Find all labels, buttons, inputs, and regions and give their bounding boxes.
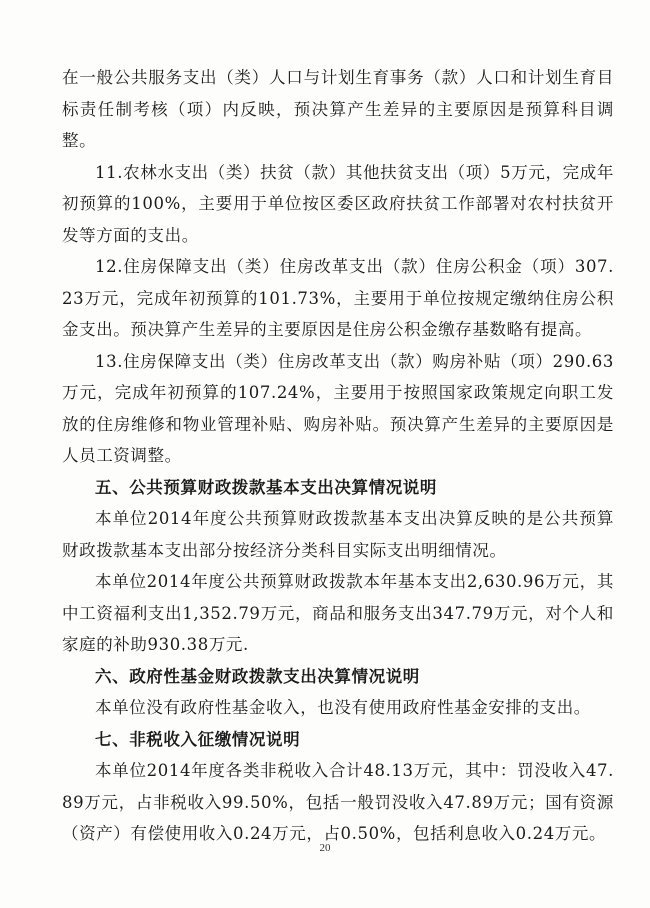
paragraph-government-fund: 本单位没有政府性基金收入，也没有使用政府性基金安排的支出。	[95, 698, 591, 717]
section-heading-5: 五、公共预算财政拨款基本支出决算情况说明	[95, 477, 437, 497]
paragraph-item-12: 12.住房保障支出（类）住房改革支出（款）住房公积金（项）307.23万元，完成年初预算的101.73%，主要用于单位按规定缴纳住房公积金支出。预决算产生差异的主要原因是住房公积金缴存基数略有提高。	[62, 257, 614, 339]
paragraph-basic-expenditure-detail: 本单位2014年度公共预算财政拨款本年基本支出2,630.96万元，其中工资福利支出1,352.79万元，商品和服务支出347.79万元，对个人和家庭的补助930.38万元.	[62, 572, 614, 654]
paragraph-non-tax-income: 本单位2014年度各类非税收入合计48.13万元，其中：罚没收入47.89万元，占非税收入99.50%，包括一般罚没收入47.89万元；国有资源（资产）有偿使用收入0.24万元，占0.50%，包括利息收入0.24万元。	[62, 761, 614, 843]
section-heading-7: 七、非税收入征缴情况说明	[95, 729, 301, 749]
section-heading-6: 六、政府性基金财政拨款支出决算情况说明	[95, 666, 420, 686]
paragraph-item-13: 13.住房保障支出（类）住房改革支出（款）购房补贴（项）290.63万元，完成年初预算的107.24%，主要用于按照国家政策规定向职工发放的住房维修和物业管理补贴、购房补贴。预决算产生差异的主要原因是人员工资调整。	[62, 351, 614, 465]
paragraph-basic-expenditure-intro: 本单位2014年度公共预算财政拨款基本支出决算反映的是公共预算财政拨款基本支出部分按经济分类科目实际支出明细情况。	[62, 509, 614, 560]
page-number: 20	[319, 842, 331, 854]
paragraph-continuation: 在一般公共服务支出（类）人口与计划生育事务（款）人口和计划生育目标责任制考核（项）内反映，预决算产生差异的主要原因是预算科目调整。	[62, 68, 614, 150]
document-body	[62, 62, 614, 850]
paragraph-item-11: 11.农林水支出（类）扶贫（款）其他扶贫支出（项）5万元，完成年初预算的100%，主要用于单位按区委区政府扶贫工作部署对农村扶贫开发等方面的支出。	[62, 162, 614, 245]
